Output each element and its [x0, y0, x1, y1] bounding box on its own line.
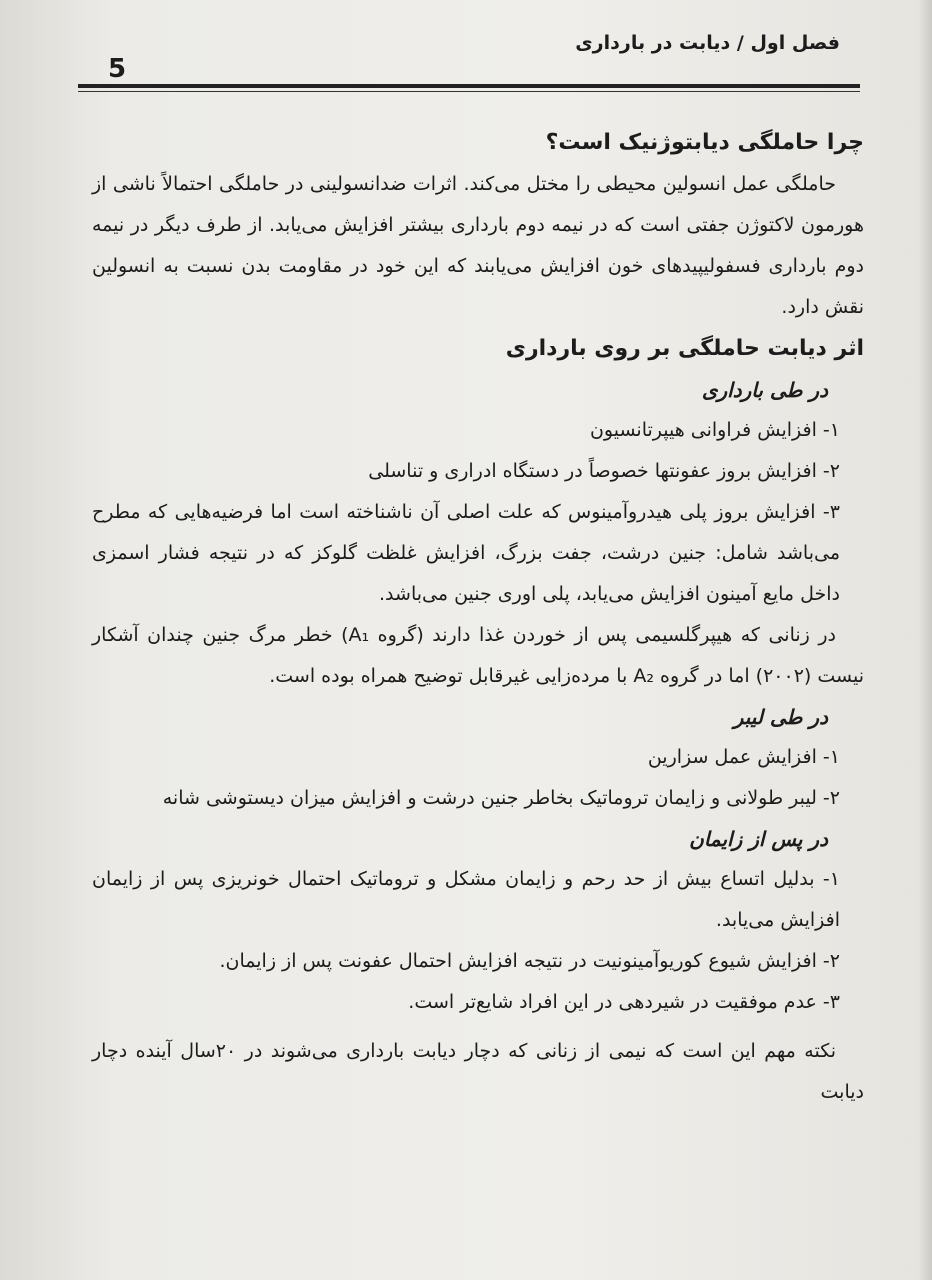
page-number: 5	[108, 54, 127, 84]
chapter-title: فصل اول / دیابت در بارداری	[575, 32, 840, 54]
header-rule-thin	[78, 91, 860, 92]
list-item: ۱- بدلیل اتساع بیش از حد رحم و زایمان مشکل و تروماتیک احتمال خونریزی پس از زایمان افزایش می‌یابد.	[92, 868, 840, 931]
list-item: ۲- افزایش شیوع کوریوآمینونیت در نتیجه افزایش احتمال عفونت پس از زایمان.	[219, 950, 840, 972]
section-title-why: چرا حاملگی دیابتوژنیک است؟	[545, 130, 864, 155]
spacer	[92, 1023, 864, 1031]
subheading-postpartum: در پس از زایمان	[689, 827, 828, 851]
paragraph-why: حاملگی عمل انسولین محیطی را مختل می‌کند. اثرات ضدانسولینی در حاملگی احتمالاً ناشی از هورمون لاکتوژن جفتی است که در نیمه دوم بارداری بیشتر افزایش می‌یابد. از طرف دیگر در نیمه دوم بارداری فسفولیپیدهای خون افزایش می‌یابند که این خود در مقاومت بدن نسبت به انسولین نقش دارد.	[92, 173, 864, 318]
subheading-pregnancy: در طی بارداری	[701, 378, 828, 402]
page-content	[92, 122, 864, 1113]
page-header	[78, 24, 860, 94]
subheading-labor: در طی لیبر	[733, 705, 828, 729]
header-rule-thick	[78, 84, 860, 88]
paragraph-closing: نکته مهم این است که نیمی از زنانی که دچار دیابت بارداری می‌شوند در ۲۰سال آینده دچار دیابت	[92, 1040, 864, 1103]
list-item: ۲- افزایش بروز عفونتها خصوصاً در دستگاه ادراری و تناسلی	[368, 460, 840, 482]
list-item: ۱- افزایش عمل سزارین	[647, 746, 840, 768]
list-item: ۳- عدم موفقیت در شیردهی در این افراد شایع‌تر است.	[408, 991, 840, 1013]
list-item: ۲- لیبر طولانی و زایمان تروماتیک بخاطر جنین درشت و افزایش میزان دیستوشی شانه	[162, 787, 840, 809]
list-item: ۱- افزایش فراوانی هیپرتانسیون	[589, 419, 840, 441]
list-item: ۳- افزایش بروز پلی هیدروآمینوس که علت اصلی آن ناشناخته است اما فرضیه‌هایی که مطرح می‌باشد شامل: جنین درشت، جفت بزرگ، افزایش غلظت گلوکز که در نتیجه فشار اسمزی داخل مایع آمینون افزایش می‌یابد، پلی اوری جنین می‌باشد.	[92, 501, 840, 605]
section-title-effects: اثر دیابت حاملگی بر روی بارداری	[505, 336, 864, 361]
paragraph-note: در زنانی که هیپرگلسیمی پس از خوردن غذا دارند (گروه A₁) خطر مرگ جنین چندان آشکار نیست (۲۰۰۲) اما در گروه A₂ با مرده‌زایی غیرقابل توضیح همراه بوده است.	[92, 624, 864, 687]
page-fold-shadow	[918, 0, 932, 1280]
